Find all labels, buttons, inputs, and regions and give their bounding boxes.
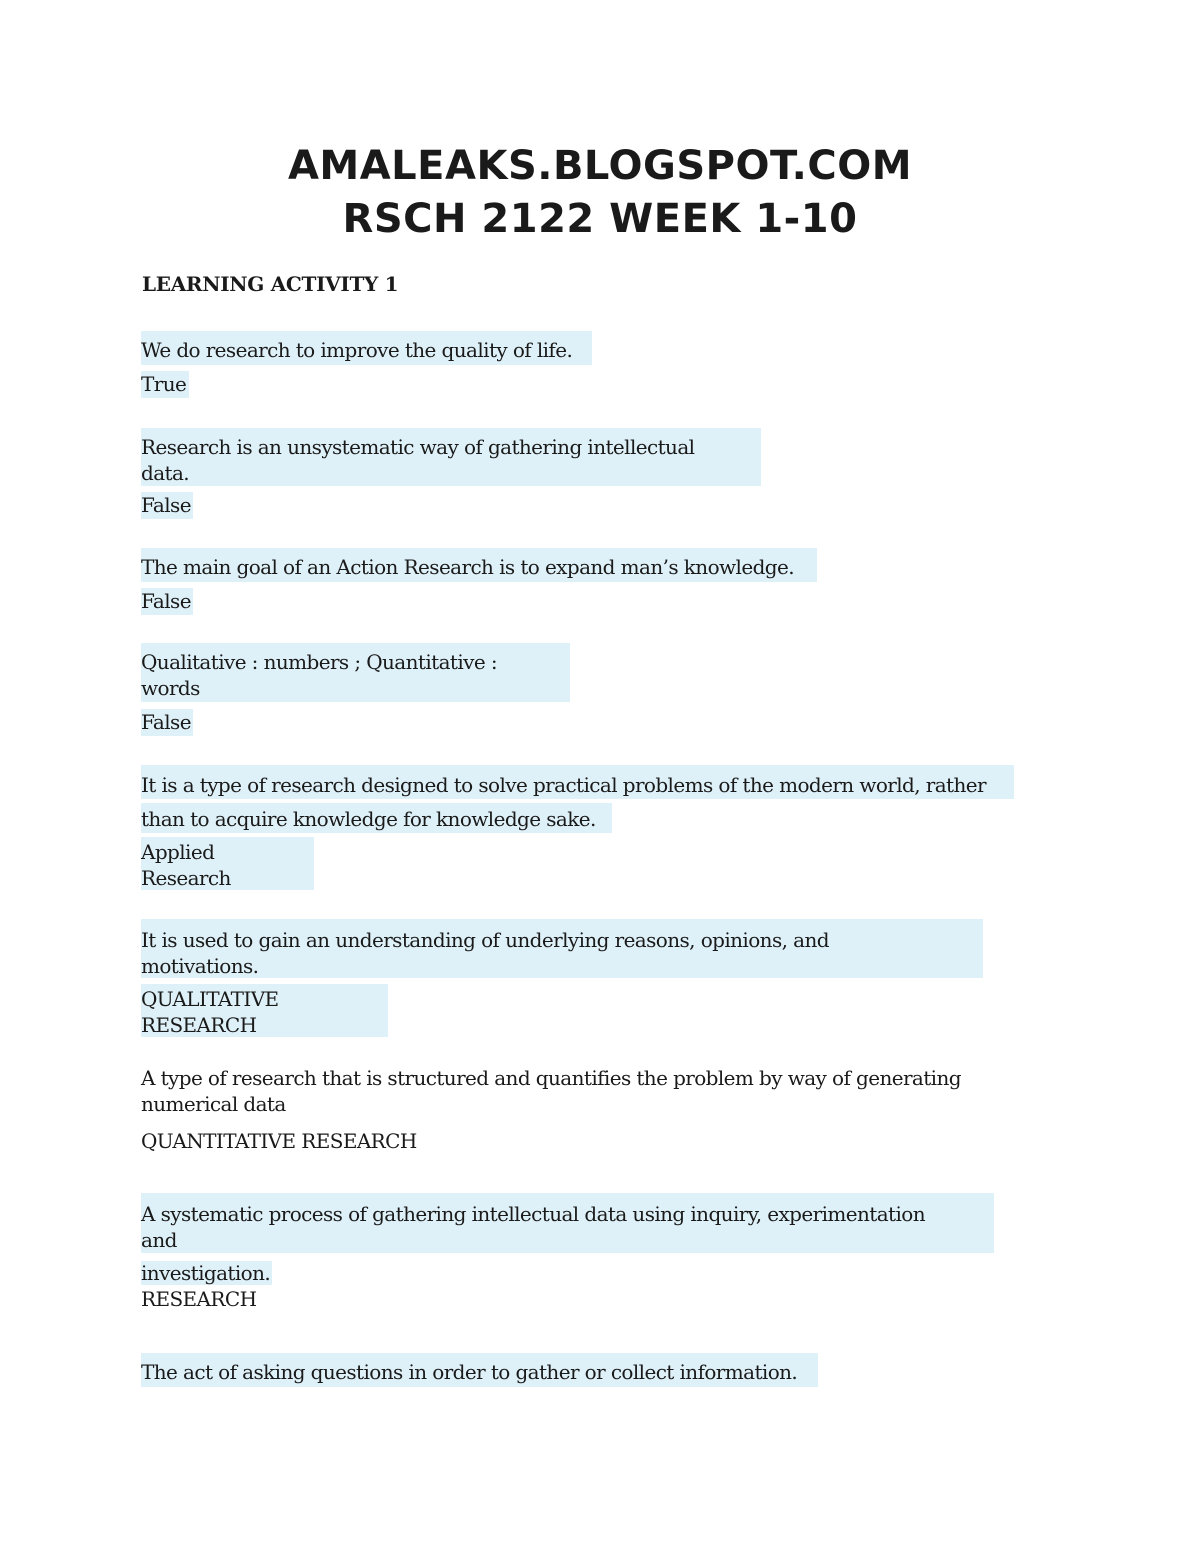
question-3 [141, 548, 817, 582]
answer-5 [141, 837, 314, 890]
answer-5-line-2: Research [141, 866, 231, 890]
question-5-line-1: It is a type of research designed to solve practical problems of the modern world, rather [141, 773, 986, 797]
question-8-line-1: A systematic process of gathering intellectual data using inquiry, experimentation [141, 1202, 925, 1226]
question-8-line-3: investigation. [141, 1261, 271, 1285]
question-2-line-1: Research is an unsystematic way of gathering intellectual [141, 435, 695, 459]
question-8-cont [141, 1260, 272, 1286]
answer-3-text: False [141, 589, 191, 613]
title-site: AMALEAKS.BLOGSPOT.COM [287, 143, 913, 189]
question-6-line-1: It is used to gain an understanding of underlying reasons, opinions, and [141, 928, 829, 952]
question-4-line-2: words [141, 676, 200, 700]
answer-7-text: QUANTITATIVE RESEARCH [141, 1129, 417, 1153]
title-course: RSCH 2122 WEEK 1-10 [342, 196, 858, 242]
question-4 [141, 643, 570, 702]
question-8-line-2: and [141, 1228, 177, 1252]
question-4-line-1: Qualitative : numbers ; Quantitative : [141, 650, 497, 674]
question-9 [141, 1353, 818, 1387]
answer-8 [141, 1286, 256, 1312]
question-5 [141, 765, 1014, 799]
question-6 [141, 919, 983, 978]
answer-1-text: True [141, 372, 187, 396]
question-1 [141, 331, 592, 365]
answer-5-line-1: Applied [141, 840, 215, 864]
answer-1 [141, 371, 189, 398]
question-7 [141, 1065, 981, 1117]
answer-4 [141, 709, 193, 736]
question-6-line-2: motivations. [141, 954, 259, 978]
answer-3 [141, 588, 193, 615]
question-7-line-1: A type of research that is structured and quantifies the problem by way of generating [141, 1066, 961, 1090]
answer-6-line-1: QUALITATIVE [141, 987, 279, 1011]
question-7-line-2: numerical data [141, 1092, 286, 1116]
answer-2 [141, 492, 193, 519]
question-2-line-2: data. [141, 461, 190, 485]
answer-6 [141, 984, 388, 1037]
answer-6-line-2: RESEARCH [141, 1013, 257, 1037]
answer-8-text: RESEARCH [141, 1287, 257, 1311]
question-5-line-2: than to acquire knowledge for knowledge sake. [141, 807, 596, 831]
document-title [0, 140, 1200, 246]
question-1-text: We do research to improve the quality of life. [141, 338, 573, 362]
section-heading: LEARNING ACTIVITY 1 [142, 272, 399, 296]
answer-2-text: False [141, 493, 191, 517]
answer-7 [141, 1128, 417, 1154]
question-5-cont [141, 803, 612, 833]
question-2 [141, 428, 761, 486]
question-3-text: The main goal of an Action Research is to expand man’s knowledge. [141, 555, 794, 579]
answer-4-text: False [141, 710, 191, 734]
question-8 [141, 1193, 994, 1253]
question-9-text: The act of asking questions in order to gather or collect information. [141, 1360, 798, 1384]
